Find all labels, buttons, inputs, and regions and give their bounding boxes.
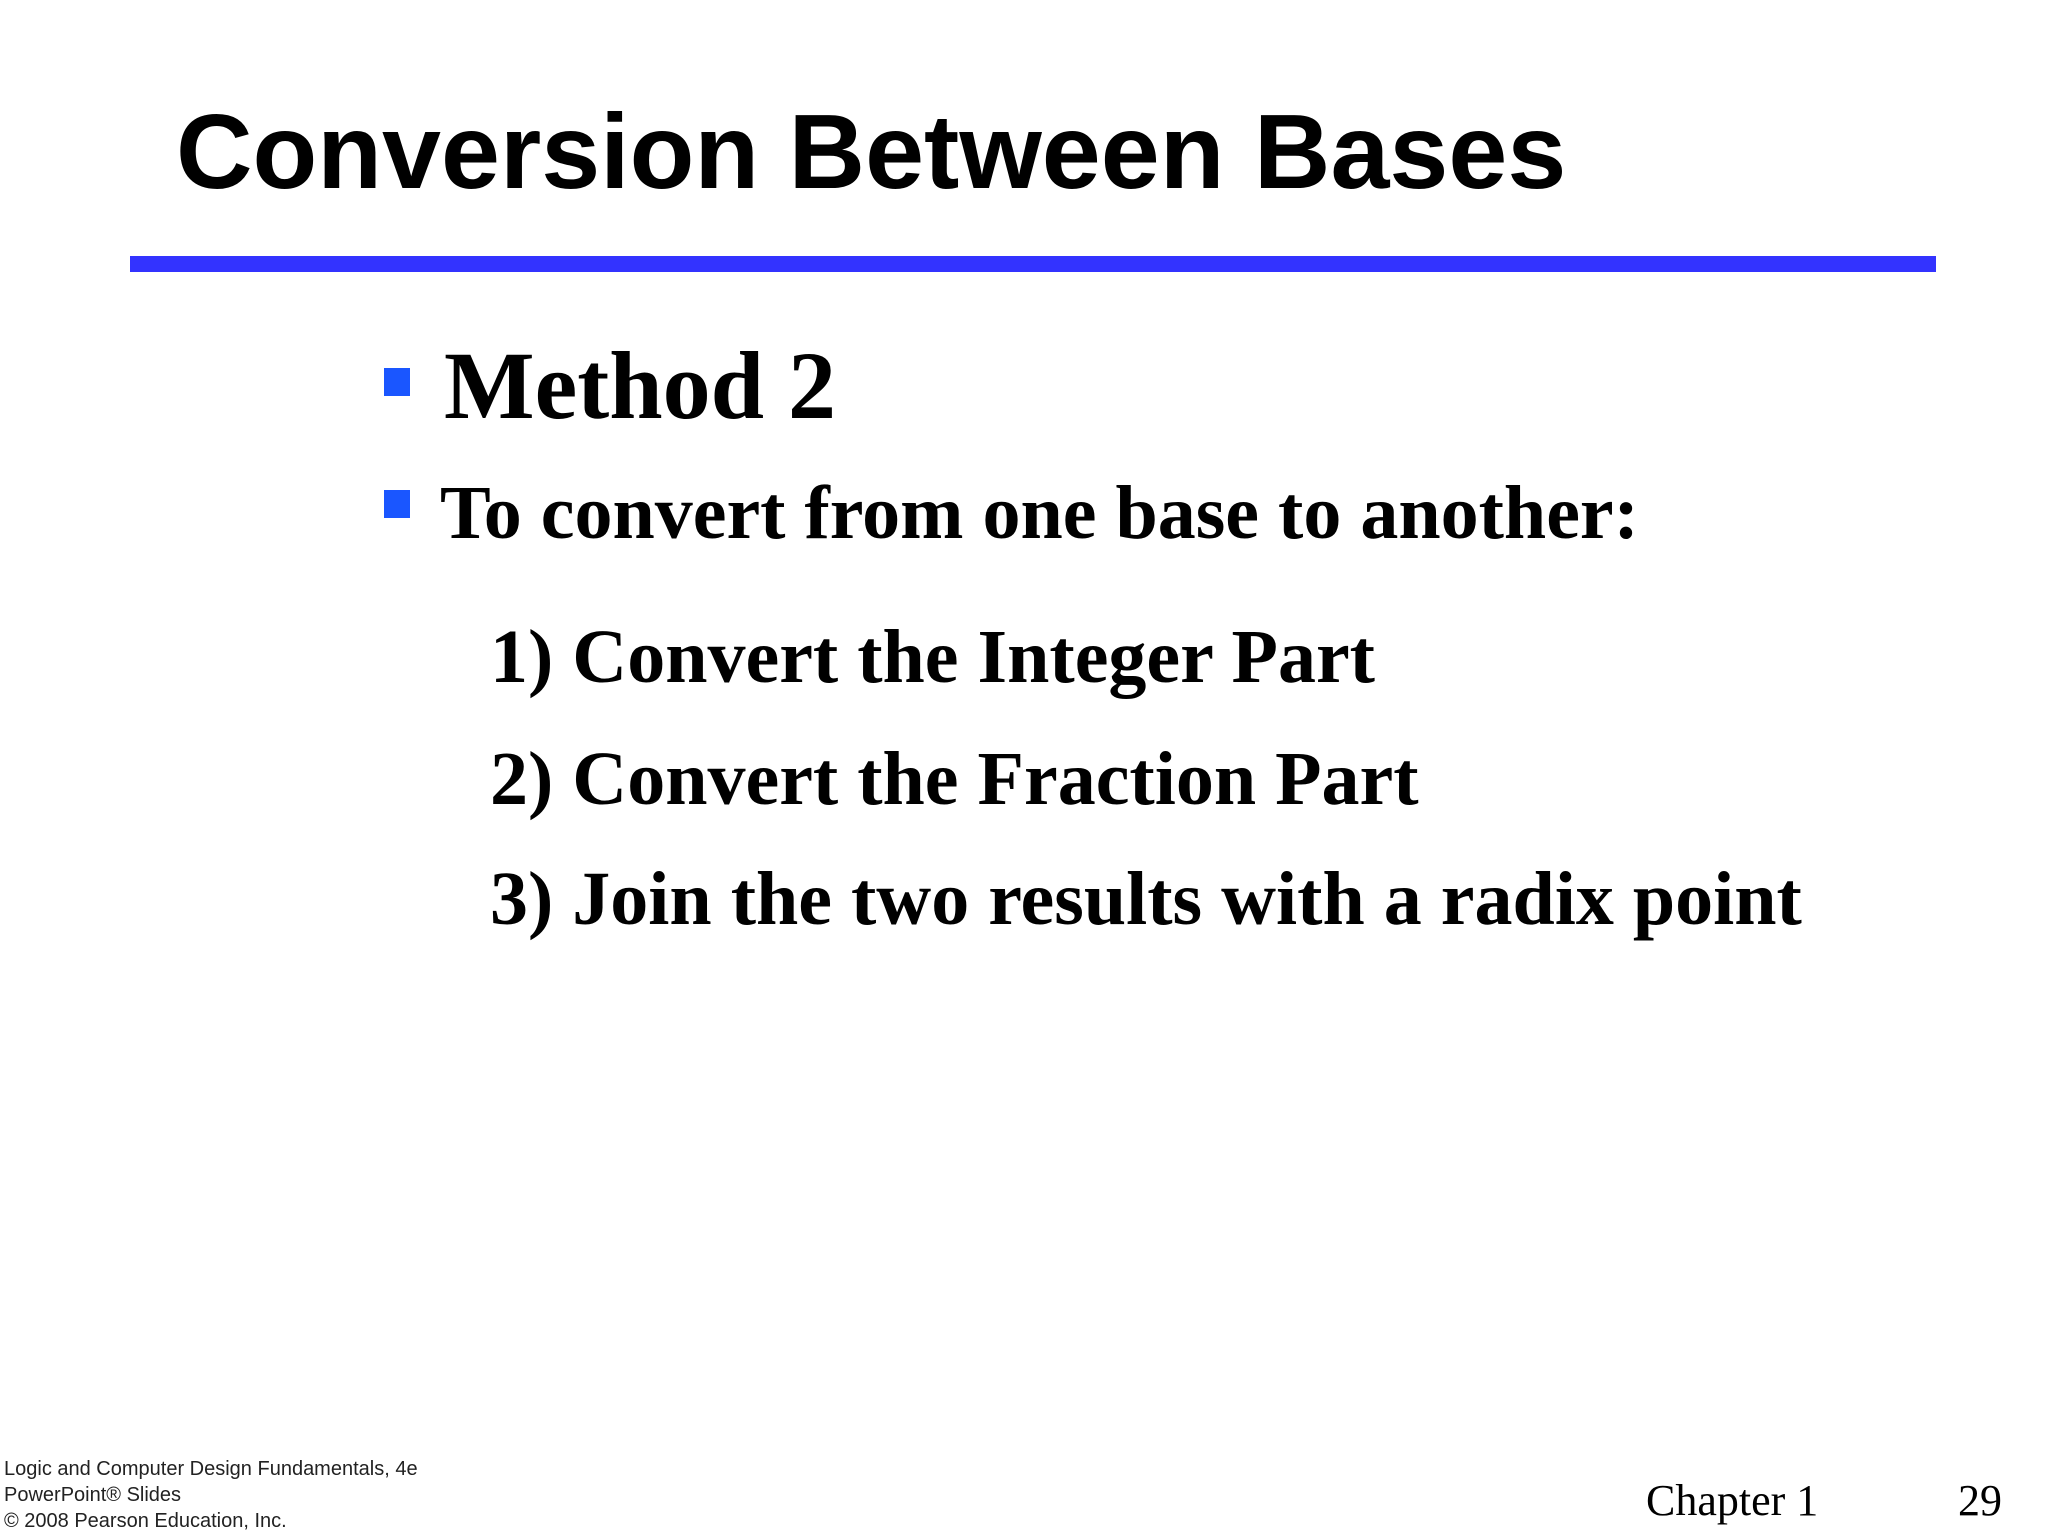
footer-page-number: 29 [1958,1476,2002,1525]
footer-chapter: Chapter 1 [1646,1476,1819,1525]
footer-credit [4,1456,418,1534]
title-underline [130,256,1936,272]
bullet-square-icon [384,368,410,396]
footer-credit-line: PowerPoint® Slides [4,1484,182,1506]
bullet-square-icon [384,490,410,518]
bullet-instruction: To convert from one base to another: [440,471,1639,555]
step-item-3: 3) Join the two results with a radix point [490,857,1802,941]
step-item-2: 2) Convert the Fraction Part [490,737,1419,821]
footer-credit-line: Logic and Computer Design Fundamentals, 4e [4,1458,418,1480]
step-item-1: 1) Convert the Integer Part [490,615,1375,699]
bullet-method-heading: Method 2 [444,332,836,439]
slide-title: Conversion Between Bases [176,93,1567,211]
footer-credit-line: © 2008 Pearson Education, Inc. [4,1510,287,1532]
